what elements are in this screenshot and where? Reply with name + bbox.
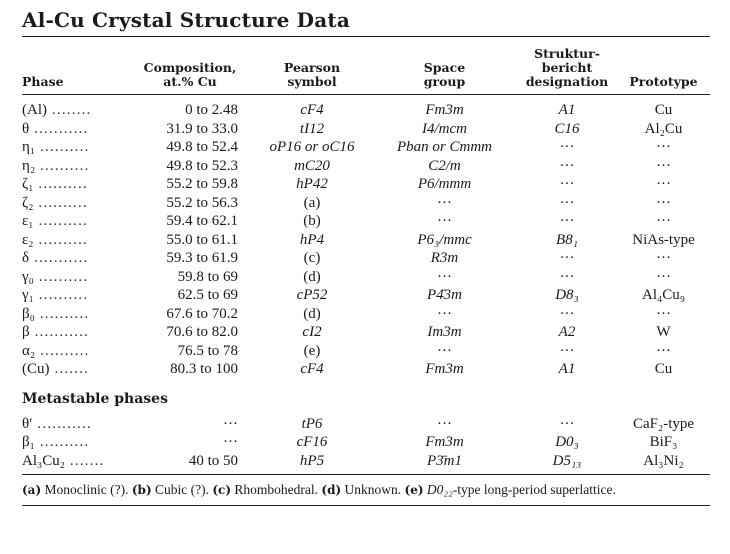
prototype-cell: ··· [656,342,671,359]
phase-label: (Cu) [22,361,50,378]
stable-phases-body [22,95,710,379]
prototype-cell: NiAs-type [632,231,695,248]
pearson-symbol-cell: (d) [303,305,321,322]
leader-dots: ....... [49,361,90,378]
space-group-cell: P6/mmm [417,176,472,193]
strukturbericht-cell: B8₁ [556,231,578,248]
phase-cell [22,120,128,139]
footnote-text-d: Unknown. [341,482,405,497]
phase-label: γ₀ [22,268,34,285]
composition-cell: ··· [223,434,238,451]
phase-cell [22,415,128,434]
table-row [22,249,710,268]
prototype-cell: Al₄Cu₉ [642,287,685,304]
strukturbericht-cell: ··· [559,194,575,211]
composition-cell: 0 to 2.48 [185,102,238,119]
prototype-cell: ··· [656,176,671,193]
strukturbericht-cell: ··· [559,415,575,432]
document [22,6,710,506]
pearson-symbol-cell: cF16 [296,434,328,451]
phase-label: ε₂ [22,231,34,248]
phase-label: ζ₂ [22,194,34,211]
leader-dots: .......... [33,194,88,211]
footnote-text-b: Cubic (?). [151,482,213,497]
prototype-cell: W [656,324,671,341]
phase-label: θ [22,120,30,137]
table-row [22,286,710,305]
composition-cell: 55.2 to 59.8 [166,176,238,193]
phase-label: β [22,324,30,341]
prototype-cell: ··· [656,157,671,174]
strukturbericht-cell: ··· [559,139,575,156]
table-row [22,268,710,287]
phase-cell [22,360,128,379]
leader-dots: .......... [33,287,89,304]
metastable-heading: Metastable phases [22,390,168,407]
prototype-cell: BiF₃ [649,434,678,451]
section-heading-row [22,379,710,415]
prototype-cell: Al₃Ni₂ [643,452,684,469]
leader-dots: .......... [33,213,88,230]
footnote-tag-d: (d) [321,483,342,497]
table-row [22,305,710,324]
leader-dots: .......... [35,139,90,156]
footnote [22,474,710,499]
footnote-italic-e: D0₂₂ [426,482,453,497]
space-group-cell: Fm3m [425,434,464,451]
phase-cell [22,194,128,213]
phase-label: η₂ [22,157,36,174]
prototype-cell: ··· [656,250,671,267]
table-row [22,194,710,213]
composition-cell: 59.4 to 62.1 [166,213,238,230]
table-row [22,231,710,250]
space-group-cell: ··· [437,305,452,322]
leader-dots: ........ [47,102,92,119]
pearson-symbol-cell: hP5 [299,452,325,469]
pearson-symbol-cell: (e) [303,342,321,359]
space-group-cell: ··· [437,194,452,211]
composition-cell: 67.6 to 70.2 [166,305,238,322]
space-group-cell: Fm3m [425,102,464,119]
composition-cell: 49.8 to 52.3 [166,157,238,174]
table-row [22,138,710,157]
phase-cell [22,286,128,305]
prototype-cell: Al₂Cu [644,120,683,137]
phase-label: α₂ [22,342,36,359]
strukturbericht-cell: ··· [559,250,575,267]
phase-cell [22,452,128,471]
header-prototype: Prototype [629,74,698,89]
pearson-symbol-cell: (a) [303,194,321,211]
composition-cell: ··· [223,415,238,432]
prototype-cell: ··· [656,139,671,156]
footnote-text-a: Monoclinic (?). [41,482,132,497]
pearson-symbol-cell: cI2 [302,324,322,341]
table-row [22,452,710,471]
leader-dots: ........... [29,250,89,267]
phase-cell [22,175,128,194]
pearson-symbol-cell: (d) [303,268,321,285]
phase-cell [22,268,128,287]
strukturbericht-cell: ··· [559,268,575,285]
phase-cell [22,249,128,268]
metastable-section [22,379,710,415]
table-row [22,433,710,452]
strukturbericht-cell: ··· [559,213,575,230]
space-group-cell: ··· [437,268,452,285]
strukturbericht-cell: D5₁₃ [552,452,582,469]
space-group-cell: P4̄3m [427,287,462,304]
strukturbericht-cell: A1 [558,361,576,378]
phase-cell [22,138,128,157]
strukturbericht-cell: ··· [559,176,575,193]
leader-dots: .......... [35,342,90,359]
strukturbericht-cell: ··· [559,305,575,322]
phase-label: β₀ [22,305,35,322]
footnote-tag-a: (a) [22,483,42,497]
header-row [22,37,710,95]
table-row [22,212,710,231]
phase-label: δ [22,250,30,267]
leader-dots: ........... [29,120,89,137]
phase-cell [22,342,128,361]
phase-label: ζ₁ [22,176,34,193]
phase-label: β₁ [22,434,35,451]
strukturbericht-cell: C16 [554,120,580,137]
space-group-cell: P6₃/mmc [417,231,472,248]
header-composition: Composition, at.% Cu [143,60,237,89]
footnote-text-c: Rhombohedral. [231,482,322,497]
phase-label: θ′ [22,415,33,432]
leader-dots: .......... [33,268,89,285]
pearson-symbol-cell: tP6 [301,415,323,432]
leader-dots: .......... [33,231,88,248]
page-title: Al-Cu Crystal Structure Data [22,8,350,32]
footnote-tag-e: (e) [404,483,424,497]
header-space-group: Space group [423,60,466,89]
pearson-symbol-cell: tI12 [299,120,325,137]
prototype-cell: ··· [656,268,671,285]
prototype-cell: ··· [656,305,671,322]
space-group-cell: ··· [437,213,452,230]
prototype-cell: CaF₂-type [632,415,695,432]
strukturbericht-cell: A2 [558,324,576,341]
leader-dots: ....... [64,452,105,469]
composition-cell: 76.5 to 78 [177,342,238,359]
leader-dots: ........... [32,415,92,432]
strukturbericht-cell: ··· [559,342,575,359]
phase-cell [22,433,128,452]
pearson-symbol-cell: cP52 [296,287,328,304]
table-row [22,415,710,434]
phase-label: (Al) [22,102,47,119]
phase-label: ε₁ [22,213,34,230]
space-group-cell: Pban or Cmmm [396,139,492,156]
table-row [22,342,710,361]
leader-dots: .......... [34,305,90,322]
table-row [22,157,710,176]
strukturbericht-cell: D8₃ [555,287,579,304]
phase-cell [22,305,128,324]
composition-cell: 62.5 to 69 [177,287,238,304]
pearson-symbol-cell: hP42 [296,176,328,193]
space-group-cell: P3̄m1 [427,452,462,469]
metastable-phases-body [22,415,710,471]
composition-cell: 49.8 to 52.4 [166,139,238,156]
header-strukturbericht: Struktur- bericht designation [525,46,609,89]
pearson-symbol-cell: mC20 [294,157,330,174]
crystal-structure-table [22,37,710,470]
strukturbericht-cell: ··· [559,157,575,174]
bottom-rule [22,505,710,506]
table-row [22,95,710,120]
space-group-cell: ··· [437,415,452,432]
phase-cell [22,231,128,250]
footnote-tag-b: (b) [131,483,152,497]
leader-dots: .......... [33,176,88,193]
composition-cell: 55.0 to 61.1 [166,231,238,248]
strukturbericht-cell: D0₃ [555,434,579,451]
pearson-symbol-cell: cF4 [300,102,324,119]
composition-cell: 40 to 50 [188,452,238,469]
pearson-symbol-cell: (b) [303,213,321,230]
composition-cell: 55.2 to 56.3 [166,194,238,211]
table-row [22,360,710,379]
table-row [22,323,710,342]
phase-cell [22,323,128,342]
prototype-cell: Cu [654,102,673,119]
phase-cell [22,212,128,231]
leader-dots: .......... [34,434,90,451]
composition-cell: 70.6 to 82.0 [166,324,238,341]
phase-label: η₁ [22,139,36,156]
composition-cell: 59.8 to 69 [177,268,238,285]
table-row [22,120,710,139]
pearson-symbol-cell: hP4 [299,231,325,248]
pearson-symbol-cell: oP16 or oC16 [269,139,355,156]
space-group-cell: ··· [437,342,452,359]
space-group-cell: Im3m [427,324,462,341]
header-phase: Phase [22,74,64,89]
strukturbericht-cell: A1 [558,102,576,119]
space-group-cell: R3m [430,250,459,267]
pearson-symbol-cell: (c) [303,250,321,267]
footnote-text-e: -type long-period superlattice. [452,482,616,497]
composition-cell: 31.9 to 33.0 [166,120,238,137]
space-group-cell: C2/m [428,157,461,174]
composition-cell: 59.3 to 61.9 [166,250,238,267]
phase-label: γ₁ [22,287,34,304]
phase-cell [22,95,128,120]
phase-cell [22,157,128,176]
space-group-cell: Fm3m [425,361,464,378]
footnote-tag-c: (c) [212,483,232,497]
header-pearson-symbol: Pearson symbol [283,60,341,89]
phase-label: Al₃Cu₂ [22,452,65,469]
pearson-symbol-cell: cF4 [300,361,324,378]
leader-dots: ........... [29,324,90,341]
prototype-cell: Cu [654,361,673,378]
leader-dots: .......... [35,157,90,174]
space-group-cell: I4/mcm [422,120,467,137]
prototype-cell: ··· [656,194,671,211]
composition-cell: 80.3 to 100 [170,361,238,378]
table-row [22,175,710,194]
prototype-cell: ··· [656,213,671,230]
